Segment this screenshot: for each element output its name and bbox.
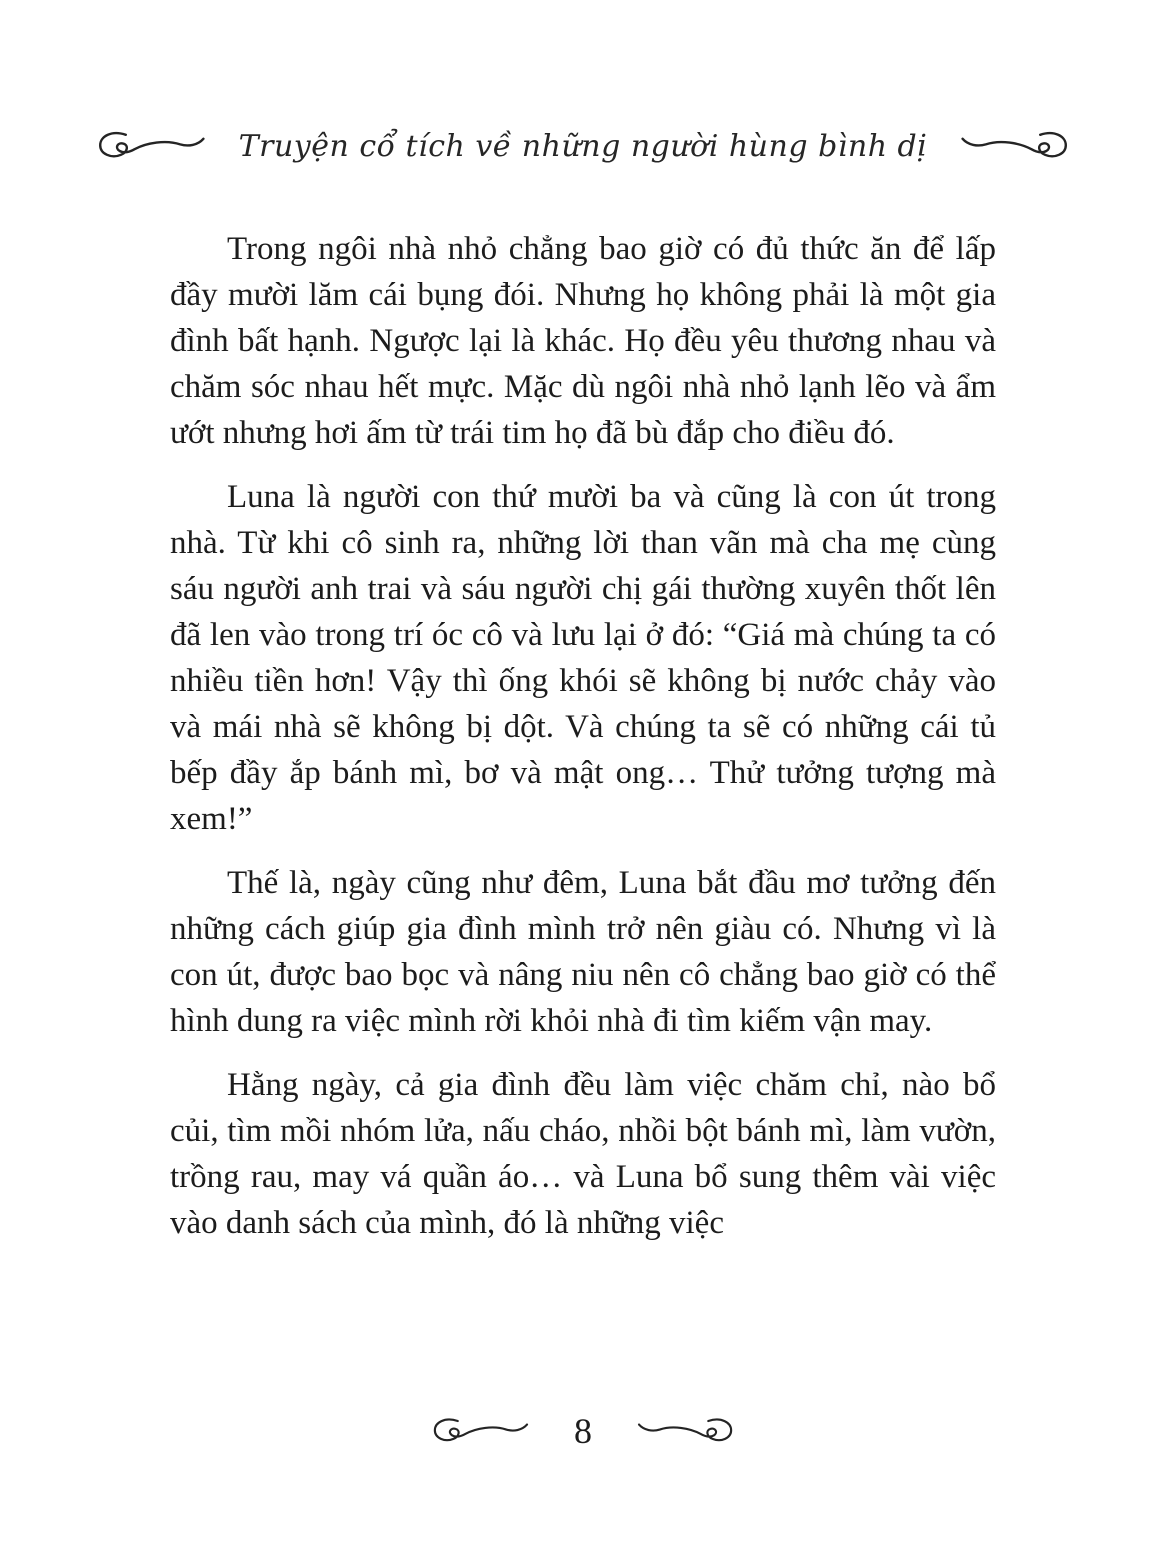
page-title: Truyện cổ tích về những người hùng bình dị bbox=[238, 128, 928, 164]
flourish-right-icon bbox=[634, 1413, 734, 1449]
flourish-right-icon bbox=[957, 126, 1069, 166]
page-number: 8 bbox=[574, 1411, 592, 1451]
flourish-left-icon bbox=[97, 126, 209, 166]
paragraph: Trong ngôi nhà nhỏ chẳng bao giờ có đủ thức ăn để lấp đầy mười lăm cái bụng đói. Nhưng họ không phải là một gia đình bất hạnh. Ngược lại là khác. Họ đều yêu thương nhau và chăm sóc nhau hết mực. Mặc dù ngôi nhà nhỏ lạnh lẽo và ẩm ướt nhưng hơi ấm từ trái tim họ đã bù đắp cho điều đó. bbox=[170, 231, 996, 451]
paragraph: Thế là, ngày cũng như đêm, Luna bắt đầu mơ tưởng đến những cách giúp gia đình mình trở nên giàu có. Nhưng vì là con út, được bao bọc và nâng niu nên cô chẳng bao giờ có thể hình dung ra việc mình rời khỏi nhà đi tìm kiếm vận may. bbox=[170, 865, 996, 1039]
paragraph: Hằng ngày, cả gia đình đều làm việc chăm chỉ, nào bổ củi, tìm mồi nhóm lửa, nấu cháo, nhồi bột bánh mì, làm vườn, trồng rau, may vá quần áo… và Luna bổ sung thêm vài việc vào danh sách của mình, đó là những việc bbox=[170, 1067, 996, 1241]
paragraph: Luna là người con thứ mười ba và cũng là con út trong nhà. Từ khi cô sinh ra, những lời than vãn mà cha mẹ cùng sáu người anh trai và sáu người chị gái thường xuyên thốt lên đã len vào trong trí óc cô và lưu lại ở đó: “Giá mà chúng ta có nhiều tiền hơn! Vậy thì ống khói sẽ không bị nước chảy vào và mái nhà sẽ không bị dột. Và chúng ta sẽ có những cái tủ bếp đầy ắp bánh mì, bơ và mật ong… Thử tưởng tượng mà xem!” bbox=[170, 479, 996, 837]
running-header bbox=[0, 126, 1166, 166]
page-footer bbox=[0, 1410, 1166, 1452]
story-text bbox=[170, 226, 996, 1264]
flourish-left-icon bbox=[432, 1413, 532, 1449]
